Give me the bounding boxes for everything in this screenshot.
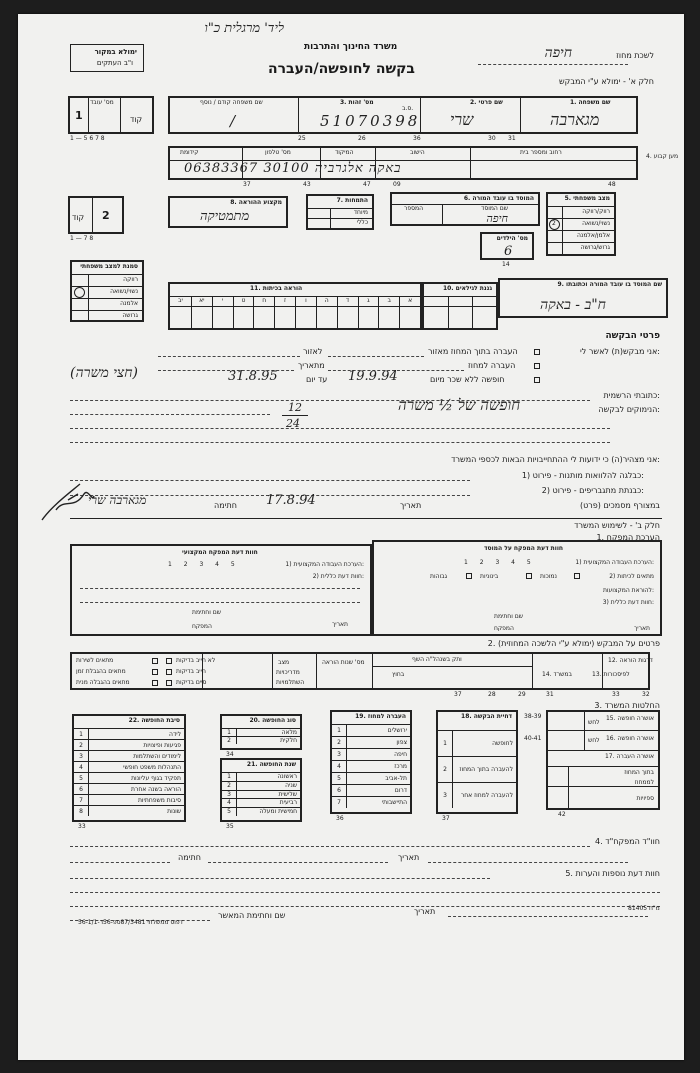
lachash-2: לחש	[588, 737, 600, 744]
table-row-num: 1	[222, 729, 237, 736]
grade-cell: ט	[233, 296, 254, 328]
form-title: בקשה לחופשה/העברה	[268, 61, 415, 77]
table-row-label: רביעית	[279, 799, 297, 807]
status-row-3: אלמנה	[120, 300, 138, 307]
table-row-num: 2	[222, 737, 237, 744]
table-row	[74, 772, 184, 783]
table-row-label: לחופשה	[492, 740, 513, 747]
section3b-label: 3. החלטות המשרד	[594, 701, 660, 710]
check-required: חייב בדיקות	[176, 668, 206, 675]
institution-value: חיפה	[486, 212, 508, 225]
num-47: 47	[363, 181, 371, 188]
eval-right-q2: 2) מתאים לכיתות	[609, 573, 654, 580]
grade-cell: ב	[378, 296, 399, 328]
table-row	[74, 728, 184, 739]
table-row	[332, 736, 410, 748]
eval-right-box: חוות דעת המפקח על המוסד 1) הערכת העבודה המקצועית: 1 2 3 4 5 2) מתאים לכיתות נמוכות בינוניות גבוהות להוראת המקצועות: 3) חוות דעת כללית: שם וחתימת תאריך המפקח	[372, 540, 662, 636]
table-row-label: הוראה בשנה אחרת	[131, 786, 181, 793]
card-number: 1	[75, 109, 83, 122]
print-line: דפוס ממשלתי 87/3481ספ-56ר-56-1/1	[78, 919, 183, 926]
num-t20: 34	[226, 751, 234, 758]
id-value: 51070398	[320, 112, 421, 130]
grade-cell: ג	[358, 296, 379, 328]
section10-box	[422, 282, 498, 330]
emp-num-label: מס' עובד	[90, 99, 114, 106]
table-row-label: שונות	[167, 808, 181, 815]
section3b-box	[546, 710, 660, 810]
table-row-num: 5	[222, 808, 237, 816]
num2-33: 33	[612, 691, 620, 698]
col-13: 13. לפיסכורות	[592, 671, 630, 678]
table-row-label: תל-אביב	[385, 775, 407, 782]
card2-code-label: קוד	[72, 213, 85, 222]
fit-limited: מתאים בהגבלה מנית	[76, 679, 130, 686]
form-sheet: ליד' מרגלית כ"ו ימולא במקור ו"ב העתקים משרד החינוך והתרבות בקשה לחופשה/העברה לשכת מחוז חיפה חלק א' - ימולא ע"י המבקש מס' עובד קוד 1 1 — 5 6 7 8 שם משפחה קודם / נוסף / 3. מס' זהות 51070398 ס.ב. 2. שם פרטי שרי 1. שם משפחה מגארבה 25 26 36 30 31 קידומת מס' טלפון המיקוד הישוב רחוב ומספר בית באקה אלגרביה 30100 06383367 4. מען קבוע 37 43 47 09 48 קוד 2 1 — 7 8 8. מקצוע ההוראה מתמטיקה 7. התמחות מיוחד כללי 6. המוסד בו עובד המורה שם המוסד המספר חיפה 5. מצב משפחתי רווק/רווקה נשוי/נשואה אלמן/אלמנה גרוש/גרושה 2 מס' הילדים 6 14 סמנת למצב משפחתי רווקה נשוי/נשואה אלמנה גרושה 11. הוראה בכיתות יב יא י ט ח ז ו ה ד ג ב א 10. גננת לגילאים 9. שם המוסד בו עובד המורה וכתובתו ח"ב - באקה פרטי הבקשה אני מבקש(ת) לאשר לי: העברה בתוך המחוז מאזור לאזור העברה למחוז מתאריך חופשה ללא שכר מיום 19.9.94 עד יום 31.8.95 (חצי משרה) כתובתי הרשמית: הנימוקים לבקשה: חופשה של ½ משרה 12 24 אני מצהיר(ה) כי ידועות לי ההתחייבויות הבאות לכספי המשרד: 1) כבלגה להלוואות מותנות - פירוט: 2) כבנתת מתגבריפים - פירוט: במצורף מסמכים (פרט) תאריך 17.8.94 חתימה מגארבה שרי חלק ב' - לשימוש המשרד 1. הערכת המפקח חוות דעת המפקח המקצועי 1) הערכת העבודה המקצועית: 1 2 3 4 5 2) חוות דעת כללית: שם וחתימת תאריך המפקח חוות דעת המפקח על המוסד 1) הערכת העבודה המקצועית: 1 2 3 4 5 2) מתאים לכיתות נמוכות בינוניות גבוהות להוראת המקצועות: 3) חוות דעת כללית: שם וחתימת תאריך המפקח 2. פרטים על המבקש (ימולא ע"י הלשכה המחוזית) לא חייב בדיקות חייב בדיקות סיים בדיקות מתאים לשירות מתאים בהגבלת זמן מתאים בהגבלה מנית מצב מדריכויות השתלמויות מס' שנות הוראה ותק בשנהל"ה השף בחוץ 14. במשרד 13. לפיסכורות 12. דרגות הוראה 37 28 29 31 33 32 3. החלטות המשרד 15. אושרה חופשה 16. אושרה חופשה לחש לחש 17. אושרה העברה בתוך המחוז לממחוז ספיויות 38-39 40-41 42 22. סיבת החופשה 1 לידה 2 פגיעות ופיצויות 3 לימודים והשתלמות 4 התנהלות משפט חופשי 5 תפקיד בגוף עליונות 6 הוראה בשנה אחרת 7 סיבות משפחתיות 8 שונות 33 20. סוג החופשה 1 מלאה 2 חלקית 34 21. שנת החופשה 1 ראשונה 2 שניה 3 שלישית 4 רביעית 5 חמישית ומעלה 35 19. העברה למחוז 1 ירושלים 2 צפון 3 חיפה 4 מרכז 5 תל-אביב 6 דרום 7 התיישבותי 36 18. דחיית הבקשה 1 לחופשה 2 להעברה בתוך המחוז 3 להעברה למחוז אחר 37 4. חוו"ד המפקח"ד תאריך חתימה 5. חוות דעת נוספות והערות תאריך שם וחתימת המאשר מ"ח 81405 דפוס ממשלתי 87/3481ספ-56ר-56-1/1	[18, 14, 684, 1060]
footer-p4: 4. חוו"ד המפקח"ד	[595, 837, 660, 846]
num-48: 48	[608, 181, 616, 188]
table-row-label: דרום	[394, 787, 407, 794]
section11-box	[168, 282, 422, 330]
check-not-required: לא חייב בדיקות	[176, 657, 216, 664]
table-row-num: 1	[438, 731, 453, 756]
top-handwriting: ליד' מרגלית כ"ו	[204, 21, 284, 36]
eval-right-q3: 3) חוות דעת כללית:	[602, 599, 654, 606]
table-row-num: 7	[74, 795, 89, 805]
address-value: באקה אלגרביה 30100 06383367	[184, 161, 402, 176]
option-transfer-district: העברה למחוז	[468, 361, 516, 370]
signature-value: מגארבה שרי	[88, 493, 147, 507]
table-row-num: 8	[74, 806, 89, 816]
table-row-num: 6	[332, 785, 347, 796]
specialty-general: כללי	[356, 219, 368, 226]
teaching-years-col: מס' שנות הוראה	[322, 659, 365, 666]
option-transfer-area: העברה בתוך המחוז מאזור	[428, 347, 518, 356]
card1-box	[68, 96, 154, 134]
section5-box	[546, 192, 616, 256]
eval-left-date: תאריך	[332, 621, 348, 628]
grade-cell: יב	[178, 297, 183, 304]
table-row	[74, 794, 184, 805]
table-row	[74, 805, 184, 816]
grade-cell: ו	[295, 296, 316, 328]
leave-note: (חצי משרה)	[70, 365, 138, 381]
table-leave-reason	[72, 714, 186, 822]
date-label: תאריך	[400, 501, 422, 510]
table-row-label: לימודים והשתלמות	[133, 753, 181, 760]
eval-left-supervisor: המפקח	[192, 623, 212, 630]
table-row-num: 2	[438, 757, 453, 782]
transfer-to-district: לממחוז	[634, 779, 654, 786]
declaration-loans: 1) כבלגה להלוואות מותנות - פירוט:	[521, 471, 644, 480]
option-unpaid-leave: חופשה ללא שכר מיום	[430, 375, 505, 384]
class-low: נמוכות	[540, 573, 557, 580]
eval-right-title: חוות דעת המפקח על המוסד	[484, 545, 564, 552]
table-row-label: מלאה	[281, 729, 297, 736]
seniority-col: ותק בשנהל"ה השף	[412, 656, 462, 663]
table-row-num: 5	[74, 773, 89, 783]
section7-label: 7. התמחות	[336, 197, 368, 204]
to-area-label: לאזור	[303, 347, 323, 356]
footer-name-sign: שם וחתימת המאשר	[218, 911, 286, 920]
training-col: השתלמויות	[276, 679, 305, 686]
fraction-bottom: 24	[286, 417, 300, 430]
table-row-num: 3	[438, 783, 453, 808]
table-row	[438, 730, 516, 756]
section2b-box	[70, 652, 653, 690]
eval-right-subjects: להוראת המקצועות:	[602, 587, 654, 594]
status-col: מצב	[278, 659, 290, 666]
table-row-num: 4	[332, 761, 347, 772]
table-row-label: חמישית ומעלה	[259, 808, 297, 816]
table-row-num: 2	[222, 782, 237, 790]
table-row	[74, 783, 184, 794]
date-value: 17.8.94	[266, 493, 316, 508]
table-leave-type	[220, 714, 302, 750]
num-t19: 36	[336, 815, 344, 822]
attachments-label: במצורף מסמכים (פרט)	[579, 501, 660, 510]
section11-label: 11. הוראה בכיתות	[250, 285, 303, 292]
institution-num-label: המספר	[404, 205, 424, 212]
city-label: הישוב	[410, 149, 425, 156]
table-row-num: 7	[332, 797, 347, 808]
section8-label: 8. מקצוע ההוראה	[230, 199, 282, 206]
num-30: 30	[488, 135, 496, 142]
grade-cell: ה	[316, 296, 337, 328]
table-row-label: צפון	[396, 739, 407, 746]
reasons-label: הנימוקים לבקשה:	[598, 405, 660, 414]
table-row-label: להעברה למחוז אחר	[460, 792, 513, 799]
num-42: 42	[558, 811, 566, 818]
eval-right-q1: 1) הערכת העבודה המקצועית:	[575, 559, 654, 566]
eval-right-date: תאריך	[634, 625, 650, 632]
part-b-label: חלק ב' - לשימוש המשרד	[574, 521, 660, 530]
table-title: 22. סיבת החופשה	[128, 717, 180, 724]
table-row-num: 5	[332, 773, 347, 784]
num-43: 43	[303, 181, 311, 188]
code-label: קוד	[130, 115, 143, 124]
table-row-label: התיישבותי	[381, 799, 407, 806]
num2-37: 37	[454, 691, 462, 698]
decision-16: 16. אושרה חופשה	[605, 735, 654, 742]
table-row	[222, 772, 300, 781]
footer-p5: 5. חוות דעת נוספות והערות	[565, 869, 660, 878]
prev-name-label: שם משפחה קודם / נוסף	[200, 99, 263, 106]
corner-box-line1: ימולא במקור	[94, 48, 137, 56]
table-row-label: ירושלים	[387, 727, 407, 734]
guidance-col: מדריכויות	[276, 669, 300, 676]
marital-selected: 2	[552, 220, 556, 227]
table-row-num: 3	[222, 791, 237, 799]
specialty-special: מיוחד	[353, 209, 368, 216]
eval-left-q2: 2) חוות דעת כללית:	[312, 573, 364, 580]
phone-label: מס' טלפון	[265, 149, 291, 156]
district-label: לשכת מחוז	[616, 51, 654, 60]
area-code-label: קידומת	[180, 149, 199, 156]
print-code: מ"ח 81405	[628, 905, 660, 912]
table-row-label: שניה	[285, 781, 297, 789]
part-a-label: חלק א' - ימולא ע"י המבקש	[559, 77, 654, 86]
declaration-text: אני מצהיר(ה) כי ידועות לי ההתחייבויות הבאות לכספי המשרד:	[451, 455, 660, 464]
num-26: 26	[358, 135, 366, 142]
children-value: 6	[504, 244, 513, 259]
zip-label: המיקוד	[335, 149, 354, 156]
sb-label: ס.ב.	[402, 105, 414, 112]
table-row	[74, 739, 184, 750]
status-row-1: רווקה	[123, 276, 138, 283]
table-rejection	[436, 710, 518, 814]
section9-label: 9. שם המוסד בו עובד המורה וכתובתו	[557, 281, 662, 288]
signature-label: חתימה	[214, 501, 237, 510]
table-row-num: 4	[222, 799, 237, 807]
section6-box	[390, 192, 540, 226]
table-transfer-district	[330, 710, 412, 814]
table-row	[74, 750, 184, 761]
transfer-special: ספיויות	[636, 795, 654, 802]
table-row	[332, 760, 410, 772]
fraction-top: 12	[288, 401, 302, 414]
table-title: 21. שנת החופשה	[246, 761, 296, 768]
table-row-label: תפקיד בגוף עליונות	[131, 775, 181, 782]
leave-from-date: 19.9.94	[348, 369, 398, 384]
declaration-grants: 2) כבנתת מתגבריפים - פירוט:	[541, 486, 644, 495]
first-name-value: שרי	[450, 110, 474, 129]
num-40-41: 40-41	[524, 735, 542, 742]
num-09: 09	[393, 181, 401, 188]
eval-left-namesign: שם וחתימת	[192, 609, 221, 616]
footer-date-2: תאריך	[414, 907, 436, 916]
grade-cell: א	[399, 296, 420, 328]
grade-cell: יא	[191, 296, 212, 328]
table-row-label: ראשונה	[277, 773, 297, 780]
num-36: 36	[413, 135, 421, 142]
prev-name-value: /	[230, 112, 236, 130]
institution-name-label: שם המוסד	[481, 205, 508, 212]
table-row-num: 1	[222, 773, 237, 781]
last-name-value: מגארבה	[550, 110, 600, 129]
table-leave-year	[220, 758, 302, 822]
lachash-1: לחש	[588, 719, 600, 726]
card2-value: 2	[102, 209, 110, 222]
fit-for-service: מתאים לשירות	[76, 657, 114, 664]
from-date-label: מתאריך	[298, 361, 325, 370]
section2b-label: 2. פרטים על המבקש (ימולא ע"י הלשכה המחוזית)	[487, 639, 660, 648]
table-row	[332, 796, 410, 808]
street-label: רחוב ומספר בית	[520, 149, 562, 156]
table-row	[222, 736, 300, 744]
section4-box	[168, 146, 638, 180]
table-row-label: לידה	[169, 731, 181, 738]
children-box	[480, 232, 534, 260]
table-title: 20. סוג החופשה	[249, 717, 296, 724]
eval-left-q1: 1) הערכת העבודה המקצועית:	[285, 561, 364, 568]
transfer-in-district: בתוך המחוז	[624, 769, 654, 776]
table-row-label: חיפה	[394, 751, 407, 758]
num-31: 31	[508, 135, 516, 142]
table-row	[332, 772, 410, 784]
table-row-label: פגיעות ופיצויות	[143, 742, 181, 749]
table-row-label: חלקית	[280, 737, 297, 744]
marital-married: נשוי/נשואה	[582, 220, 610, 227]
section7-box	[306, 194, 374, 230]
section10-label: 10. גננת לגילאים	[442, 285, 492, 292]
section6-label: 6. המוסד בו עובד המורה	[463, 195, 534, 202]
table-row-num: 2	[332, 737, 347, 748]
ministry-name: משרד החינוך והתרבות	[304, 42, 398, 52]
table-row-num: 2	[74, 740, 89, 750]
table-row-num: 1	[74, 729, 89, 739]
num-25: 25	[298, 135, 306, 142]
col-14: 14. במשרד	[542, 671, 572, 678]
section8-box	[168, 196, 288, 228]
marital-single: רווק/רווקה	[582, 208, 610, 215]
col-12: 12. דרגות הוראה	[608, 657, 653, 664]
reasons-value: חופשה של ½ משרה	[398, 396, 521, 414]
table-row	[222, 781, 300, 790]
num2-28: 28	[488, 691, 496, 698]
table-row	[332, 724, 410, 736]
class-mid: בינוניות	[480, 573, 499, 580]
table-row	[222, 790, 300, 799]
table-title: 18. דחיית הבקשה	[461, 713, 512, 720]
num-t21: 35	[226, 823, 234, 830]
card2-box	[68, 196, 124, 234]
marital-widowed: אלמן/אלמנה	[577, 232, 610, 239]
eval-left-title: חוות דעת המפקח המקצועי	[182, 549, 258, 556]
profession-value: מתמטיקה	[200, 209, 250, 224]
corner-box-line2: ו"ב העתקים	[96, 59, 133, 67]
num-t22: 33	[78, 823, 86, 830]
table-row	[332, 748, 410, 760]
table-row	[222, 807, 300, 816]
table-row-label: מרכז	[394, 763, 407, 770]
leave-to-date: 31.8.95	[228, 369, 278, 384]
section1-box	[168, 96, 638, 134]
check-completed: סיים בדיקות	[176, 679, 207, 686]
grade-cell: ז	[274, 296, 295, 328]
section9-box	[498, 278, 668, 318]
grade-cell: י	[212, 296, 233, 328]
status-row-4: גרושה	[122, 312, 138, 319]
table-row	[74, 761, 184, 772]
last-name-label: 1. שם משפחה	[570, 99, 611, 106]
table-row-num: 1	[332, 725, 347, 736]
num-14: 14	[502, 261, 510, 268]
footer-sign: חתימה	[178, 853, 201, 862]
table-row-label: התנהלות משפט חופשי	[123, 764, 181, 771]
num2-29: 29	[518, 691, 526, 698]
table-row-num: 4	[74, 762, 89, 772]
num-37: 37	[243, 181, 251, 188]
section4-label: 4. מען קבוע	[646, 153, 679, 160]
decision-17: 17. אושרה העברה	[604, 753, 654, 760]
table-row	[222, 798, 300, 807]
district-value: חיפה	[544, 45, 572, 61]
table-row	[438, 782, 516, 808]
footer-date: תאריך	[398, 853, 420, 862]
num2-31: 31	[546, 691, 554, 698]
request-intro: אני מבקש(ת) לאשר לי:	[580, 347, 660, 356]
table-row	[438, 756, 516, 782]
fit-time-limited: מתאים בהגבלת זמן	[76, 668, 126, 675]
table-row-num: 6	[74, 784, 89, 794]
table-row-num: 3	[332, 749, 347, 760]
num2-32: 32	[642, 691, 650, 698]
marital-divorced: גרוש/גרושה	[580, 244, 610, 251]
table-title: 19. העברה למחוז	[355, 713, 406, 720]
table-row	[222, 728, 300, 736]
eval-right-namesign: שם וחתימת	[494, 613, 523, 620]
official-address-label: כתובתי הרשמית:	[603, 391, 660, 400]
eval-right-supervisor: המפקח	[494, 625, 514, 632]
grade-cell: ח	[253, 296, 274, 328]
table-row-label: שלישית	[278, 790, 297, 798]
leave-to-label: עד יום	[306, 375, 328, 384]
class-high: גבוהות	[430, 573, 448, 580]
num-t18: 37	[442, 815, 450, 822]
eval-left-box: חוות דעת המפקח המקצועי 1) הערכת העבודה המקצועית: 1 2 3 4 5 2) חוות דעת כללית: שם וחתימת תאריך המפקח	[70, 544, 372, 636]
institution-address-value: ח"ב - באקה	[540, 297, 606, 313]
id-label: 3. מס' זהות	[340, 99, 374, 106]
table-row-label: סיבות משפחתיות	[137, 797, 181, 804]
request-title: פרטי הבקשה	[605, 331, 660, 341]
section5-label: 5. מצב משפחתי	[564, 195, 610, 202]
table-row-label: להעברה בתוך המחוז	[459, 766, 513, 773]
supervisor-eval-label: 1. הערכת המפקח	[596, 533, 660, 542]
children-label: מס' הילדים	[496, 235, 528, 242]
table-row	[332, 784, 410, 796]
num-38-39: 38-39	[524, 713, 542, 720]
grade-cell: ד	[337, 296, 358, 328]
status-box	[70, 260, 144, 322]
first-name-label: 2. שם פרטי	[470, 99, 503, 106]
outside-col: בחוץ	[392, 671, 405, 678]
corner-box	[70, 44, 144, 72]
status-row-2: נשוי/נשואה	[110, 288, 138, 295]
status-box-title: סמנת למצב משפחתי	[80, 263, 138, 270]
table-row-num: 3	[74, 751, 89, 761]
decision-15: 15. אושרה חופשה	[605, 715, 654, 722]
